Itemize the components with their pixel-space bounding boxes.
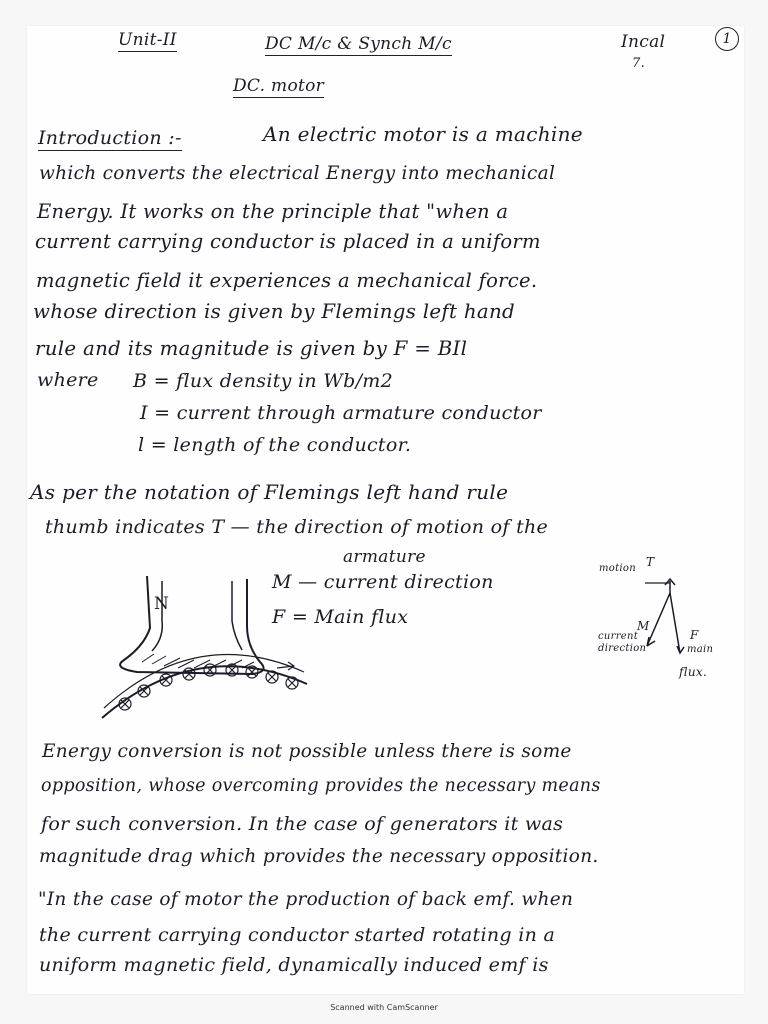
energy-line: Energy conversion is not possible unless there is some	[42, 741, 572, 762]
where-label: where	[37, 369, 99, 391]
energy-line: "In the case of motor the production of back emf. when	[38, 889, 574, 910]
where-item: l = length of the conductor.	[138, 434, 412, 456]
intro-line: whose direction is given by Flemings left hand	[33, 300, 515, 323]
axis-main-label: main	[687, 644, 714, 655]
page-number: 1	[715, 27, 739, 51]
where-item: I = current through armature conductor	[140, 402, 542, 424]
axis-t-label: T	[646, 555, 655, 569]
unit-heading: Unit-II	[118, 30, 177, 50]
author-name: Incal	[621, 32, 666, 52]
subject-heading: DC M/c & Synch M/c	[265, 34, 452, 54]
intro-line: current carrying conductor is placed in a uniform	[35, 230, 541, 253]
author-suffix: 7.	[632, 56, 646, 71]
energy-line: uniform magnetic field, dynamically induced emf is	[39, 954, 549, 976]
intro-heading: Introduction :-	[38, 127, 182, 149]
notebook-page	[27, 26, 744, 994]
axis-flux-label: flux.	[679, 665, 708, 679]
intro-line: Energy. It works on the principle that "when a	[37, 200, 509, 223]
axis-current-label: current	[598, 631, 639, 642]
fleming-line: armature	[343, 547, 426, 567]
fleming-line: thumb indicates T — the direction of motion of the	[45, 516, 549, 538]
intro-line: An electric motor is a machine	[263, 122, 583, 146]
fleming-line: As per the notation of Flemings left hand rule	[30, 480, 509, 504]
intro-line: magnetic field it experiences a mechanical force.	[36, 269, 538, 292]
energy-line: for such conversion. In the case of generators it was	[41, 813, 564, 835]
fleming-item: F = Main flux	[272, 606, 409, 628]
motor-pole-diagram	[82, 576, 322, 726]
intro-line: which converts the electrical Energy into mechanical	[39, 163, 556, 184]
energy-line: opposition, whose overcoming provides the necessary means	[41, 776, 601, 796]
axis-f-label: F	[690, 628, 699, 642]
page-subtitle: DC. motor	[233, 76, 325, 96]
energy-line: magnitude drag which provides the necessary opposition.	[39, 846, 599, 867]
axis-direction-label: direction	[598, 643, 647, 654]
where-item: B = flux density in Wb/m2	[133, 370, 393, 392]
energy-line: the current carrying conductor started rotating in a	[39, 924, 556, 946]
axis-m-label: M	[637, 619, 650, 633]
axis-motion-label: motion	[599, 563, 636, 574]
intro-line: rule and its magnitude is given by F = BIl	[35, 337, 468, 360]
scanner-watermark: Scanned with CamScanner	[330, 1003, 438, 1012]
fleming-item: M — current direction	[272, 571, 494, 593]
pole-label: N	[154, 594, 170, 614]
